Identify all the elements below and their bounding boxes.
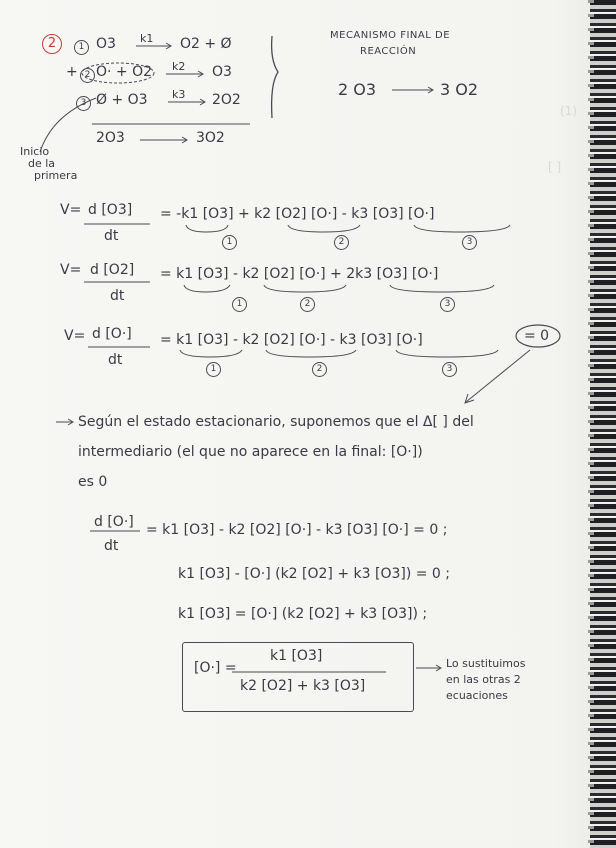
term-label: 3 (462, 235, 477, 250)
note-line-1: Según el estado estacionario, suponemos que el Δ[ ] del (78, 414, 474, 430)
reaction-3-reactants: Ø + O3 (96, 92, 148, 108)
deriv-line-2: k1 [O3] - [O·] (k2 [O2] + k3 [O3]) = 0 ; (178, 566, 451, 582)
side-note-inicio: Inicio de la primera (20, 145, 78, 182)
result-note: Lo sustituimos en las otras 2 ecuaciones (446, 657, 526, 702)
term-label: 2 (312, 362, 327, 377)
rate-eq3-rhs: = k1 [O3] - k2 [O2] [O·] - k3 [O3] [O·] (160, 332, 423, 348)
step-number: 1 (74, 40, 89, 55)
rate-eq1-rhs: = -k1 [O3] + k2 [O2] [O·] - k3 [O3] [O·] (160, 206, 435, 222)
deriv-numerator: d [O·] (94, 514, 134, 530)
mechanism-title-line2: REACCIÓN (360, 46, 417, 57)
reaction-1-reactants: O3 (96, 36, 116, 52)
term-label: 1 (232, 297, 247, 312)
note-line-2: intermediario (el que no aparece en la final: [O·]) (78, 444, 423, 460)
overall-product: 3O2 (196, 130, 225, 146)
rate-eq1-numerator: d [O3] (88, 202, 133, 218)
term-label: 3 (442, 362, 457, 377)
result-numerator: k1 [O3] (270, 648, 323, 664)
step-number: 3 (76, 96, 91, 111)
rate-eq2-rhs: = k1 [O3] - k2 [O2] [O·] + 2k3 [O3] [O·] (160, 266, 439, 282)
rate-eq3-lhs: V= (64, 328, 86, 344)
reaction-2-reactants: O· + O2 (96, 64, 153, 80)
rate-eq1-lhs: V= (60, 202, 82, 218)
term-label: 2 (300, 297, 315, 312)
term-label: 1 (206, 362, 221, 377)
faint-mark: (1) (560, 104, 577, 118)
result-denominator: k2 [O2] + k3 [O3] (240, 678, 366, 694)
note-line-3: es 0 (78, 474, 108, 490)
sum-plus-sign: + (66, 64, 78, 80)
reaction-2-rate-constant: k2 (172, 60, 186, 73)
rate-eq2-denominator: dt (110, 288, 125, 304)
rate-eq2-lhs: V= (60, 262, 82, 278)
reaction-1-rate-constant: k1 (140, 32, 154, 45)
reaction-3-products: 2O2 (212, 92, 241, 108)
step-number: 2 (80, 68, 95, 83)
reaction-3-rate-constant: k3 (172, 88, 186, 101)
mechanism-title-line1: MECANISMO FINAL DE (330, 30, 451, 41)
reaction-2-products: O3 (212, 64, 232, 80)
faint-mark: [ ] (548, 160, 562, 174)
term-label: 2 (334, 235, 349, 250)
reaction-1-products: O2 + Ø (180, 36, 232, 52)
term-label: 3 (440, 297, 455, 312)
problem-number-badge: 2 (42, 34, 62, 54)
mechanism-product: 3 O2 (440, 80, 479, 99)
mechanism-reactant: 2 O3 (338, 80, 377, 99)
rate-eq3-numerator: d [O·] (92, 326, 132, 342)
rate-eq3-denominator: dt (108, 352, 123, 368)
result-lhs: [O·] = (194, 660, 237, 676)
deriv-line-1: = k1 [O3] - k2 [O2] [O·] - k3 [O3] [O·] = 0 ; (146, 522, 448, 538)
overall-reactant: 2O3 (96, 130, 125, 146)
rate-eq2-numerator: d [O2] (90, 262, 135, 278)
deriv-line-3: k1 [O3] = [O·] (k2 [O2] + k3 [O3]) ; (178, 606, 428, 622)
rate-eq1-denominator: dt (104, 228, 119, 244)
term-label: 1 (222, 235, 237, 250)
deriv-denominator: dt (104, 538, 119, 554)
steady-state-zero: = 0 (524, 328, 550, 344)
